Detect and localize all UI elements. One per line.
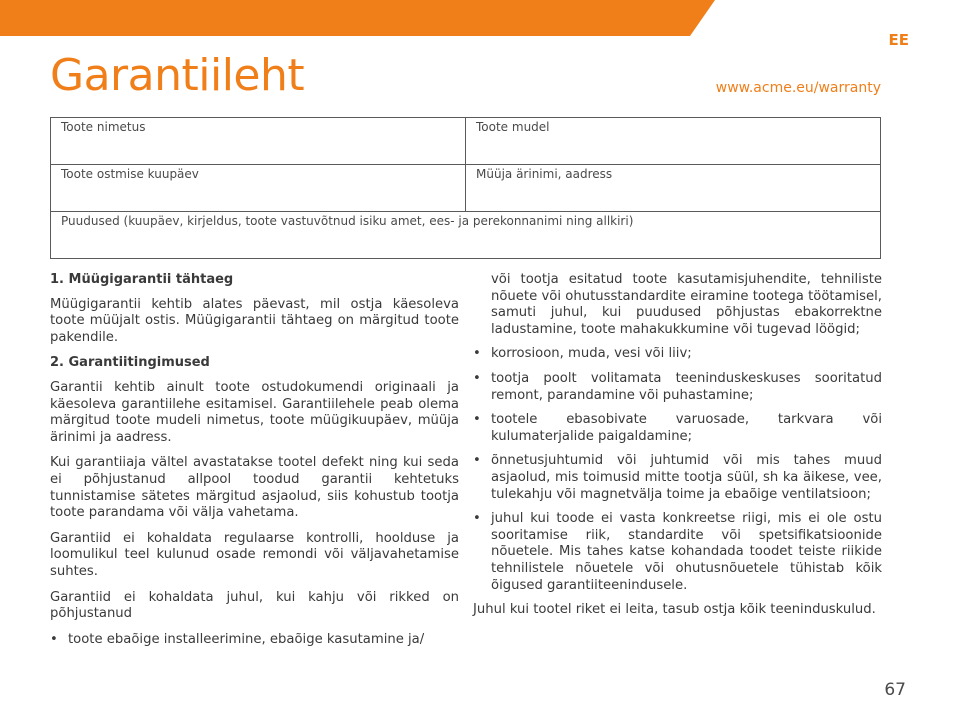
language-code: EE <box>888 31 909 49</box>
exclusion-list-continued <box>473 346 882 594</box>
warranty-url: www.acme.eu/warranty <box>715 80 881 96</box>
paragraph-5: Garantiid ei kohaldata juhul, kui kahju või rikked on põhjustanud <box>50 589 459 622</box>
paragraph-1: Müügigarantii kehtib alates päevast, mil ostja käesoleva toote müüjalt ostis. Müügigarantii tähtaeg on märgitud toote pakendile. <box>50 296 459 345</box>
right-column <box>473 272 882 628</box>
page-number: 67 <box>884 680 906 700</box>
purchase-date-field[interactable] <box>51 165 466 212</box>
product-model-label: Toote mudel <box>476 120 550 134</box>
product-name-field[interactable] <box>51 118 466 165</box>
paragraph-4: Garantiid ei kohaldata regulaarse kontrolli, hoolduse ja loomulikul teel kulunud osade remondi või väljavahetamise suhtes. <box>50 530 459 579</box>
defects-label: Puudused (kuupäev, kirjeldus, toote vastuvõtnud isiku amet, ees- ja perekonnanimi ning allkiri) <box>61 214 634 228</box>
list-item: • õnnetusjuhtumid või juhtumid või mis tahes muud asjaolud, mis toimusid mitte tootja süül, sh ka äikese, vee, tulekahju või magnetvälja toime ja ebaõige ventilatsioon; <box>473 453 882 502</box>
bullet-icon: • <box>473 346 481 362</box>
list-item: • tootja poolt volitamata teeninduskeskuses sooritatud remont, parandamine või puhastamine; <box>473 370 882 403</box>
list-item-continuation: või tootja esitatud toote kasutamisjuhendite, tehniliste nõuete või ohutusstandardite eiramine tootega töötamisel, samuti juhul, kui puudused põhjustas ebakorrektne ladustamine, toote mahakukkumine või tugevad löögid; <box>491 272 882 337</box>
purchase-date-label: Toote ostmise kuupäev <box>61 167 199 181</box>
list-item: • toote ebaõige installeerimine, ebaõige kasutamine ja/ <box>50 631 425 647</box>
product-model-field[interactable] <box>466 118 881 165</box>
paragraph-3: Kui garantiiaja vältel avastatakse tootel defekt ning kui seda ei põhjustanud allpool toodud garantii kehtetuks tunnistamise sätetes märgitud asjaolud, siis kohustub tootja toote parandama või välja vahetama. <box>50 455 459 521</box>
warranty-form <box>50 117 881 259</box>
list-item: • tootele ebasobivate varuosade, tarkvara või kulumaterjalide paigaldamine; <box>473 412 882 444</box>
defects-field[interactable] <box>51 212 881 259</box>
list-item: • juhul kui toode ei vasta konkreetse riigi, mis ei ole ostu sooritamise riik, standardite või spetsifikatsioonide nõuetele. Mis tahes katse kohandada toodet teiste riikide tehnilistele nõuetele või ohutusnõuetele tühistab kõik õigused garantiiteenindusele. <box>473 511 882 593</box>
bullet-icon: • <box>473 370 481 386</box>
header-band <box>0 0 954 40</box>
left-column <box>50 272 459 656</box>
section-heading-2: 2. Garantiitingimused <box>50 355 210 371</box>
section-heading-1: 1. Müügigarantii tähtaeg <box>50 272 234 287</box>
paragraph-2: Garantii kehtib ainult toote ostudokumendi originaali ja käesoleva garantiilehe esitamisel. Garantiilehele peab olema märgitud toote mudeli nimetus, toote müügikuupäev, müüja ärinimi ja aadress. <box>50 379 459 445</box>
list-item: • korrosioon, muda, vesi või liiv; <box>473 346 692 362</box>
page-title: Garantiileht <box>50 50 305 101</box>
seller-label: Müüja ärinimi, aadress <box>476 167 613 181</box>
bullet-icon: • <box>473 453 481 469</box>
exclusion-list <box>50 632 459 649</box>
bullet-icon: • <box>50 631 58 647</box>
product-name-label: Toote nimetus <box>61 120 146 134</box>
bullet-icon: • <box>473 412 481 428</box>
final-note: Juhul kui tootel riket ei leita, tasub ostja kõik teeninduskulud. <box>473 602 876 618</box>
seller-field[interactable] <box>466 165 881 212</box>
bullet-icon: • <box>473 511 481 527</box>
